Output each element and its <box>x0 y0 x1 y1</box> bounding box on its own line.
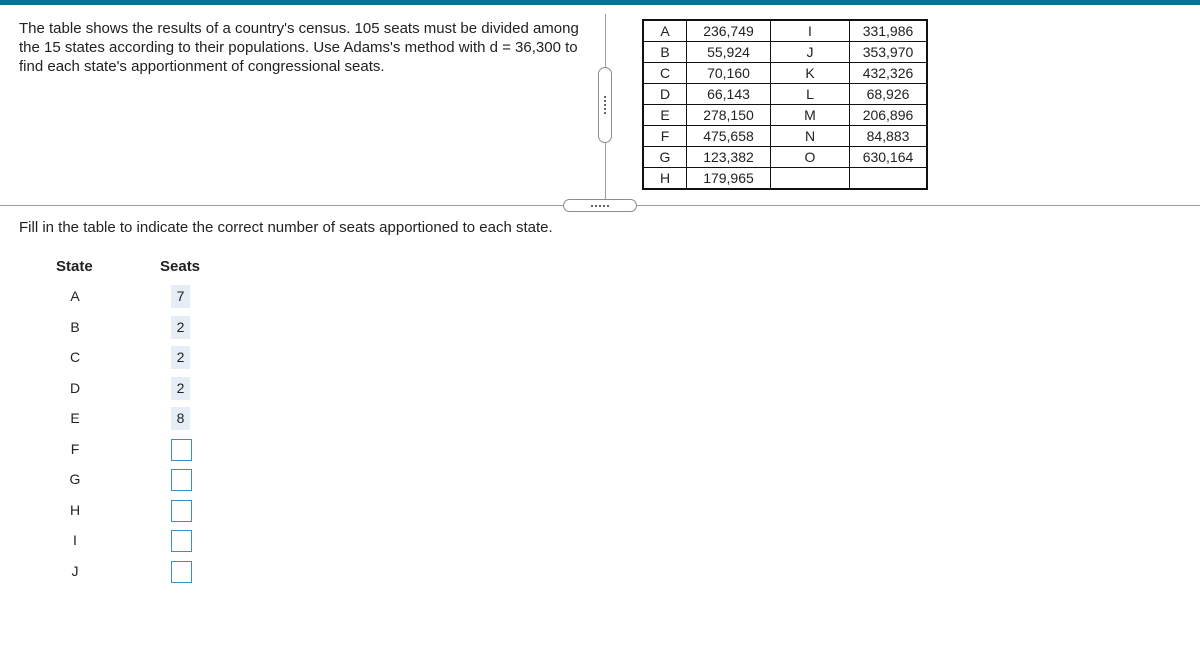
seats-answer-c[interactable]: 2 <box>171 346 190 369</box>
census-row <box>643 126 927 147</box>
census-row <box>643 105 927 126</box>
seats-column-header: Seats <box>160 258 201 275</box>
census-row <box>643 168 927 190</box>
census-state-cell: G <box>643 147 687 168</box>
seats-input-h[interactable] <box>171 500 192 522</box>
seats-answer-b[interactable]: 2 <box>171 316 190 339</box>
seats-answer-a[interactable]: 7 <box>171 285 190 308</box>
drag-handle-horizontal-icon <box>591 205 609 207</box>
census-row <box>643 42 927 63</box>
census-state-cell: F <box>643 126 687 147</box>
census-row <box>643 63 927 84</box>
seats-input-f[interactable] <box>171 439 192 461</box>
state-label-i: I <box>73 532 77 548</box>
seats-answer-e[interactable]: 8 <box>171 407 190 430</box>
instruction-text: Fill in the table to indicate the correct number of seats apportioned to each state. <box>19 219 553 236</box>
census-population-cell: 123,382 <box>687 147 771 168</box>
census-population-cell: 70,160 <box>687 63 771 84</box>
census-row <box>643 147 927 168</box>
census-state-cell: C <box>643 63 687 84</box>
census-state-cell: M <box>771 105 850 126</box>
census-row <box>643 20 927 42</box>
state-label-h: H <box>69 501 81 518</box>
question-text: The table shows the results of a country's census. 105 seats must be divided among the 15 states according to their populations. Use Adams's method with d = 36,300 to find each state's apportionment of congressional seats. <box>19 20 579 75</box>
census-population-cell <box>850 168 928 190</box>
census-row <box>643 84 927 105</box>
census-state-cell: N <box>771 126 850 147</box>
census-state-cell: J <box>771 42 850 63</box>
census-population-cell: 84,883 <box>850 126 928 147</box>
census-state-cell: O <box>771 147 850 168</box>
state-label-g: G <box>69 471 81 487</box>
state-label-b: B <box>70 318 80 335</box>
horizontal-splitter-handle[interactable] <box>563 199 637 212</box>
census-state-cell: I <box>771 20 850 42</box>
state-column-header: State <box>56 258 93 275</box>
census-population-cell: 236,749 <box>687 20 771 42</box>
census-state-cell: A <box>643 20 687 42</box>
census-population-cell: 353,970 <box>850 42 928 63</box>
census-population-cell: 66,143 <box>687 84 771 105</box>
census-population-cell: 475,658 <box>687 126 771 147</box>
census-population-cell: 206,896 <box>850 105 928 126</box>
census-population-cell: 278,150 <box>687 105 771 126</box>
census-state-cell: B <box>643 42 687 63</box>
census-population-cell: 432,326 <box>850 63 928 84</box>
census-state-cell: L <box>771 84 850 105</box>
seats-answer-d[interactable]: 2 <box>171 377 190 400</box>
state-label-f: F <box>70 440 80 457</box>
census-population-cell: 68,926 <box>850 84 928 105</box>
census-state-cell: H <box>643 168 687 190</box>
state-label-e: E <box>70 410 80 426</box>
state-label-j: J <box>71 562 79 579</box>
seats-input-g[interactable] <box>171 469 192 491</box>
census-state-cell: K <box>771 63 850 84</box>
seats-input-i[interactable] <box>171 530 192 552</box>
census-population-cell: 179,965 <box>687 168 771 190</box>
census-population-cell: 630,164 <box>850 147 928 168</box>
census-state-cell: E <box>643 105 687 126</box>
top-accent-bar <box>0 0 1200 5</box>
census-state-cell <box>771 168 850 190</box>
seats-input-j[interactable] <box>171 561 192 583</box>
vertical-splitter-handle[interactable] <box>598 67 612 143</box>
state-label-d: D <box>69 379 81 396</box>
state-label-a: A <box>70 288 80 304</box>
state-label-c: C <box>69 349 81 365</box>
drag-handle-vertical-icon <box>604 96 606 114</box>
census-table <box>642 19 928 190</box>
census-population-cell: 55,924 <box>687 42 771 63</box>
census-population-cell: 331,986 <box>850 20 928 42</box>
census-state-cell: D <box>643 84 687 105</box>
